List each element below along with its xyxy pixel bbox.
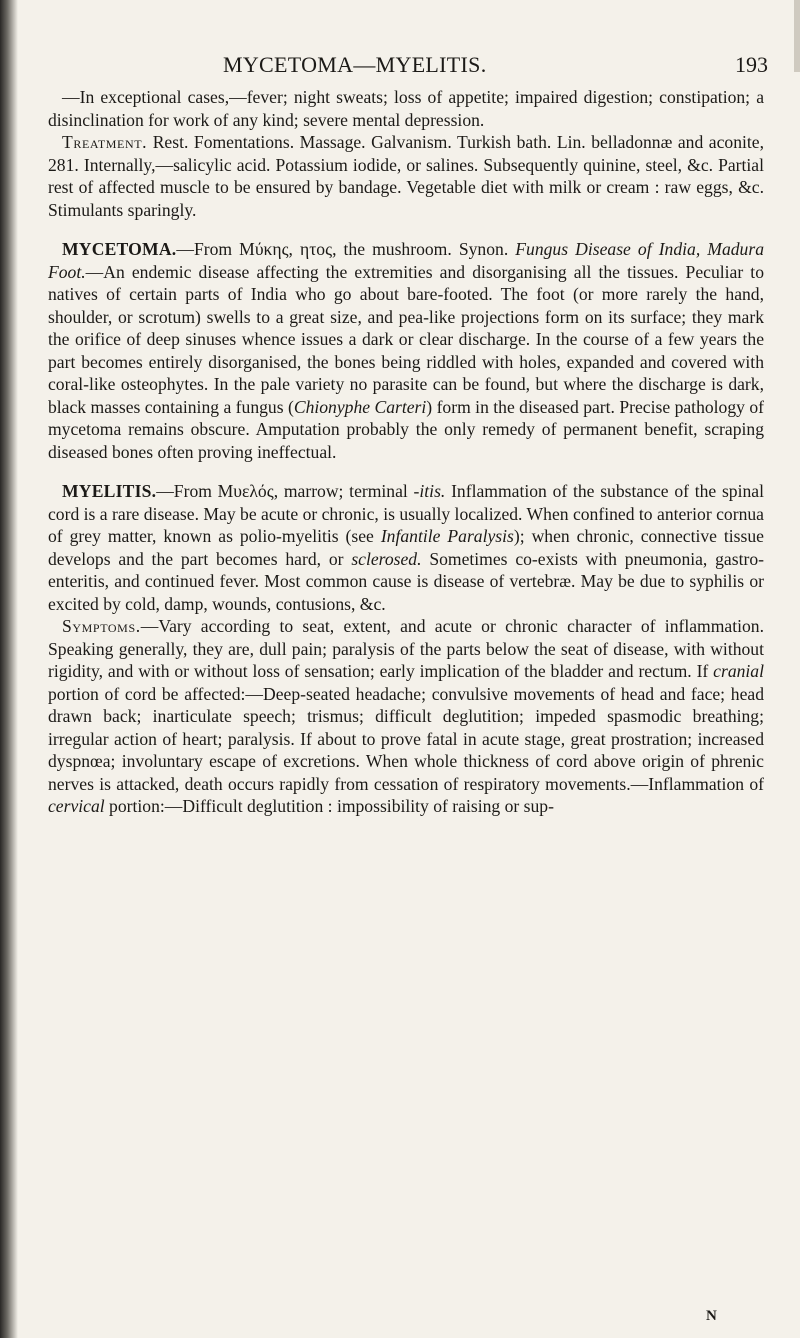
mycetoma-synonym: Fungus Disease of India, Madura Foot. xyxy=(48,239,764,282)
myelitis-etymology: —From Μυελός, marrow; terminal xyxy=(156,481,414,501)
symptoms-label: Symptoms. xyxy=(62,616,141,636)
treatment-text: Rest. Fomentations. Massage. Galvanism. Turkish bath. Lin. belladonnæ and aconite, 281. Internally,—salicylic acid. Potassium iodide, or salines. Subsequently quinine, steel, &c. Partial rest of affected muscle to be ensured by bandage. Vegetable diet with milk or cream : raw eggs, &c. Stimulants sparingly. xyxy=(48,132,764,220)
myelitis-text-b: ); when chronic, connective tissue develops and the part becomes hard, or xyxy=(48,526,764,569)
myelitis-text-c: Sometimes co-exists with pneumonia, gastro-enteritis, and continued fever. Most common cause is disease of vertebræ. May be due to syphilis or excited by cold, damp, wounds, contusions, &c. xyxy=(48,548,764,614)
myelitis-heading: MYELITIS. xyxy=(62,481,157,501)
binding-shadow xyxy=(0,0,18,1338)
page-body xyxy=(48,86,764,818)
mycetoma-fungus: Chionyphe Carteri xyxy=(293,396,427,417)
myositis-symptoms-text: —In exceptional cases,—fever; night sweats; loss of appetite; impaired digestion; constipation; a disinclination for work of any kind; severe mental depression. xyxy=(48,87,764,130)
myositis-symptoms-paragraph xyxy=(48,86,764,131)
mycetoma-etymology: —From Μύκης, ητος, the mushroom. Synon. xyxy=(176,239,516,259)
symptoms-text-c: portion:—Difficult deglutition : impossibility of raising or sup- xyxy=(104,796,554,816)
page-header xyxy=(0,52,800,82)
running-title: MYCETOMA—MYELITIS. xyxy=(223,52,487,77)
treatment-label: Treatment. xyxy=(62,132,148,152)
treatment-paragraph xyxy=(48,131,764,221)
mycetoma-heading: MYCETOMA. xyxy=(62,239,177,259)
myelitis-text-a: Inflammation of the substance of the spinal cord is a rare disease. May be acute or chronic, is usually localized. When confined to anterior cornua of grey matter, known as polio-myelitis (see xyxy=(48,481,764,546)
myelitis-sclerosed: sclerosed. xyxy=(351,548,422,569)
myelitis-symptoms-paragraph xyxy=(48,615,764,818)
myelitis-entry xyxy=(48,480,764,615)
symptoms-cranial: cranial xyxy=(713,661,764,681)
mycetoma-text: —An endemic disease affecting the extremities and disorganising all the tissues. Peculiar to natives of certain parts of India who go about bare-footed. The foot (or more rarely the hand, shoulder, or scrotum) swells to a great size, and pea-like projections form on its surface; they mark the orifice of deep sinuses whence issues a dark or clear discharge. In the course of a few years the part becomes entirely disorganised, the bones being riddled with holes, expanded and covered with coral-like osteophytes. In the pale variety no parasite can be found, but where the discharge is dark, black masses containing a fungus ( xyxy=(48,261,764,417)
signature-mark: N xyxy=(706,1308,717,1324)
mycetoma-text-end: ) form in the diseased part. Precise pathology of mycetoma remains obscure. Amputation probably the only remedy of permanent benefit, scraping diseased bones often proving ineffectual. xyxy=(48,396,765,462)
myelitis-infantile: Infantile Paralysis xyxy=(380,526,514,546)
page-number: 193 xyxy=(735,52,768,77)
myelitis-suffix: -itis. xyxy=(413,481,446,501)
mycetoma-entry xyxy=(48,238,764,463)
symptoms-cervical: cervical xyxy=(48,796,105,816)
symptoms-text-b: portion of cord be affected:—Deep-seated headache; convulsive movements of head and face; head drawn back; inarticulate speech; trismus; difficult deglutition; impeded spasmodic breathing; irregular action of heart; paralysis. If about to prove fatal in acute stage, great prostration; increased dyspnœa; involuntary escape of excretions. When whole thickness of cord above origin of phrenic nerves is attacked, death occurs rapidly from cessation of respiratory movements.—Inflammation of xyxy=(48,683,764,794)
symptoms-text-a: —Vary according to seat, extent, and acute or chronic character of inflammation. Speaking generally, they are, dull pain; paralysis of the parts below the seat of disease, with without rigidity, and with or without loss of sensation; early implication of the bladder and rectum. If xyxy=(48,616,764,681)
